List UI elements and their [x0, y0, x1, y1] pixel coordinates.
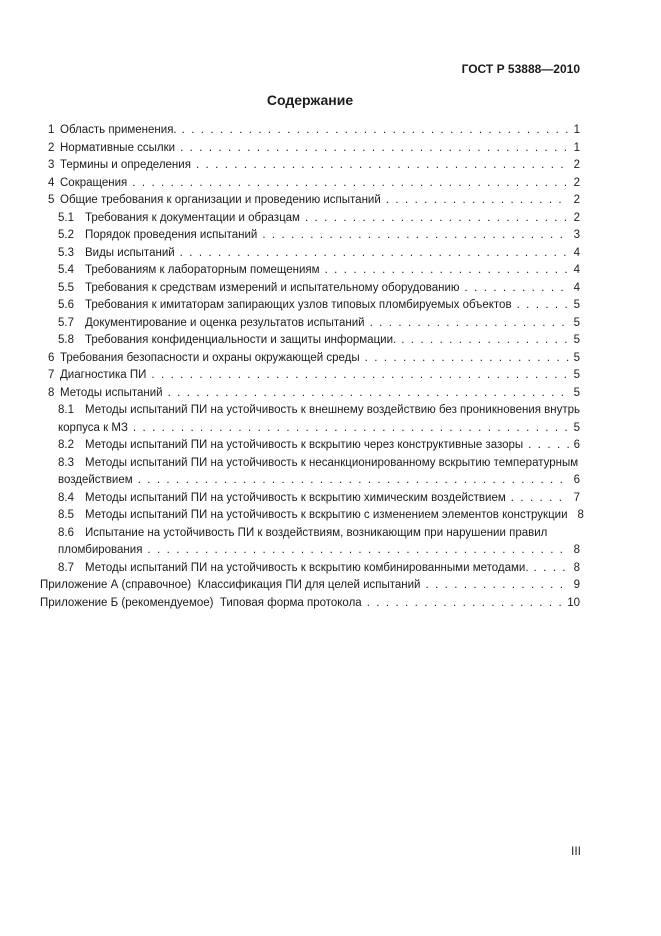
- dot-leader: [386, 192, 569, 210]
- toc-entry: [40, 157, 580, 175]
- toc-entry-page: 1: [573, 124, 580, 136]
- toc-entry: [40, 402, 580, 437]
- toc-entry-line: [48, 157, 580, 175]
- toc-entry-number: 5.2: [58, 229, 74, 241]
- toc-entry-number: 8.5: [58, 509, 74, 521]
- toc-entry-line: [58, 245, 580, 263]
- toc-entry-text: Приложение Б (рекомендуемое) Типовая форма протокола: [40, 596, 362, 609]
- dot-leader: [425, 577, 568, 595]
- toc-entry: [40, 280, 580, 298]
- toc-entry-line: [58, 560, 580, 578]
- toc-entry-page: 5: [573, 386, 580, 399]
- toc-entry-page: 6: [573, 474, 580, 486]
- toc-entry-line: [58, 507, 584, 525]
- dot-leader: [465, 280, 569, 298]
- toc-entry-text: Требования к средствам измерений и испытательному оборудованию: [85, 281, 460, 294]
- toc-entry-page: 7: [573, 491, 580, 504]
- dot-leader: [534, 560, 569, 578]
- toc-entry-number: 8.2: [58, 439, 74, 451]
- toc-entry: [40, 122, 580, 140]
- toc-entry-page: 6: [573, 439, 580, 451]
- toc-entry-line: [58, 402, 580, 420]
- toc-entry-number: 3: [48, 159, 55, 171]
- toc-entry-page: 5: [573, 299, 580, 311]
- toc-entry-line: [58, 455, 580, 473]
- toc-entry-text: Методы испытаний ПИ на устойчивость к внешнему воздействию без проникновения внутрь: [85, 404, 581, 416]
- toc-entry: [40, 560, 580, 578]
- toc-entry-number: 5: [48, 194, 55, 206]
- toc-entry-line: [58, 280, 580, 298]
- dot-leader: [370, 315, 569, 333]
- toc-entry-text: Методы испытаний: [60, 386, 163, 399]
- toc-entry: [40, 315, 580, 333]
- toc-entry: [40, 297, 580, 315]
- dot-leader: [401, 332, 568, 350]
- toc-entry: [40, 437, 580, 455]
- dot-leader: [325, 262, 569, 280]
- toc-entry: [40, 227, 580, 245]
- dot-leader: [528, 437, 568, 455]
- toc-entry-page: 2: [573, 176, 580, 189]
- toc-entry-text: пломбирования: [58, 544, 143, 556]
- toc-entry-line: [58, 227, 580, 245]
- toc-entry-text: Требования к имитаторам запирающих узлов типовых пломбируемых объектов: [85, 299, 512, 311]
- toc-entry-number: 1: [48, 124, 55, 136]
- toc-entry-line: [58, 472, 580, 490]
- toc-entry: [40, 507, 584, 525]
- toc-entry-line: [48, 367, 580, 385]
- toc-entry-line: [58, 525, 580, 543]
- dot-leader: [132, 175, 568, 193]
- toc-entry-page: 3: [573, 229, 580, 241]
- toc-entry-text: Требования к документации и образцам: [85, 211, 300, 224]
- toc-entry: [40, 595, 580, 613]
- toc-entry-line: [58, 297, 580, 315]
- toc-entry-text: Методы испытаний ПИ на устойчивость к вскрытию химическим воздействием: [85, 491, 506, 504]
- toc-entry-number: 7: [48, 369, 55, 381]
- toc-entry-text: Требования конфиденциальности и защиты информации.: [85, 334, 397, 346]
- toc-entry-number: 6: [48, 351, 55, 364]
- toc-entry-text: Область применения.: [60, 124, 177, 136]
- toc-entry-text: Методы испытаний ПИ на устойчивость к вскрытию с изменением элементов конструкции: [85, 509, 568, 521]
- toc-entry-line: [48, 140, 580, 158]
- page-title: Содержание: [266, 92, 354, 108]
- toc-entry-text: Испытание на устойчивость ПИ к воздействиям, возникающим при нарушении правил: [85, 526, 548, 539]
- dot-leader: [180, 245, 569, 263]
- toc-entry: [40, 490, 580, 508]
- toc-entry-number: 5.7: [58, 316, 74, 329]
- toc-entry-number: 5.3: [58, 246, 74, 259]
- toc-entry-page: 4: [573, 246, 580, 259]
- toc-entry: [40, 140, 580, 158]
- toc-entry-page: 5: [573, 369, 580, 381]
- toc-entry: [40, 455, 580, 490]
- toc-entry-number: 8.3: [58, 456, 74, 469]
- dot-leader: [305, 210, 569, 228]
- toc-entry-page: 5: [573, 351, 580, 364]
- toc-entry-number: 2: [48, 141, 55, 154]
- toc-entry: [40, 175, 580, 193]
- dot-leader: [180, 140, 569, 158]
- dot-leader: [133, 420, 569, 438]
- dot-leader: [196, 157, 569, 175]
- dot-leader: [168, 385, 569, 403]
- toc-entry-page: 9: [573, 579, 580, 591]
- toc-entry-line: [58, 437, 580, 455]
- toc-entry-number: 8.7: [58, 561, 74, 574]
- toc-entry-line: [48, 122, 580, 140]
- toc-entry-line: [48, 350, 580, 368]
- dot-leader: [151, 367, 568, 385]
- toc-entry-number: 8.6: [58, 526, 74, 539]
- toc-entry-page: 10: [567, 596, 580, 609]
- toc-entry-text: Приложение А (справочное) Классификация ПИ для целей испытаний: [40, 579, 421, 591]
- toc-entry-text: Диагностика ПИ: [60, 369, 147, 381]
- toc-entry-page: 4: [573, 264, 580, 276]
- toc-entry: [40, 332, 580, 350]
- dot-leader: [262, 227, 568, 245]
- toc-entry-page: 1: [573, 141, 580, 154]
- toc-entry: [40, 262, 580, 280]
- toc-entry-text: Требованиям к лабораторным помещениям: [85, 264, 320, 276]
- dot-leader: [147, 542, 568, 560]
- toc-entry-line: [58, 332, 580, 350]
- toc-entry: [40, 577, 580, 595]
- toc-entry-text: Нормативные ссылки: [60, 141, 176, 154]
- toc-entry-text: корпуса к МЗ: [58, 421, 128, 434]
- toc-entry: [40, 350, 580, 368]
- toc-entry-text: Сокращения: [60, 176, 128, 189]
- toc-entry-text: Требования безопасности и охраны окружающей среды: [60, 351, 360, 364]
- toc-entry-number: 8.1: [58, 404, 74, 416]
- toc-entry-page: 4: [573, 281, 580, 294]
- toc-entry-page: 2: [573, 159, 580, 171]
- toc-entry: [40, 245, 580, 263]
- toc-entry-line: [48, 385, 580, 403]
- doc-code: ГОСТ Р 53888—2010: [461, 62, 580, 76]
- toc-entry-line: [48, 175, 580, 193]
- dot-leader: [182, 122, 569, 140]
- toc-entry-page: 5: [573, 334, 580, 346]
- toc-entry-text: Термины и определения: [60, 159, 191, 171]
- toc-entry-number: 4: [48, 176, 55, 189]
- toc-entry-line: [40, 577, 580, 595]
- page-number: III: [570, 844, 581, 858]
- toc-entry-number: 8.4: [58, 491, 74, 504]
- toc-entry-line: [58, 315, 580, 333]
- toc-entry-line: [58, 210, 580, 228]
- dot-leader: [511, 490, 569, 508]
- dot-leader: [367, 595, 563, 613]
- toc-entry-page: 8: [577, 509, 584, 521]
- toc-entry-line: [58, 542, 580, 560]
- toc-entry: [40, 385, 580, 403]
- dot-leader: [138, 472, 569, 490]
- dot-leader: [365, 350, 569, 368]
- toc-entry: [40, 210, 580, 228]
- toc-entry-text: Методы испытаний ПИ на устойчивость к несанкционированному вскрытию температурным: [85, 456, 579, 469]
- dot-leader: [517, 297, 569, 315]
- toc-entry-number: 8: [48, 386, 55, 399]
- toc-entry-number: 5.6: [58, 299, 74, 311]
- toc-entry-page: 5: [573, 316, 580, 329]
- toc-entry: [40, 192, 580, 210]
- toc-entry-text: воздействием: [58, 474, 133, 486]
- toc-entry-text: Виды испытаний: [85, 246, 175, 259]
- toc-entry-number: 5.4: [58, 264, 74, 276]
- toc-entry-text: Документирование и оценка результатов испытаний: [85, 316, 365, 329]
- toc-entry-page: 5: [573, 421, 580, 434]
- toc-entry-page: 8: [573, 544, 580, 556]
- table-of-contents: [40, 122, 584, 612]
- toc-entry-line: [58, 420, 580, 438]
- toc-entry-text: Общие требования к организации и проведению испытаний: [60, 194, 381, 206]
- toc-entry-page: 2: [573, 211, 580, 224]
- toc-entry-line: [48, 192, 580, 210]
- toc-entry-line: [58, 262, 580, 280]
- toc-entry: [40, 525, 580, 560]
- toc-entry-text: Методы испытаний ПИ на устойчивость к вскрытию через конструктивные зазоры: [85, 439, 524, 451]
- toc-entry-line: [40, 595, 580, 613]
- toc-entry-page: 8: [573, 561, 580, 574]
- toc-entry-line: [58, 490, 580, 508]
- toc-entry-text: Методы испытаний ПИ на устойчивость к вскрытию комбинированными методами.: [85, 561, 529, 574]
- toc-entry-page: 2: [573, 194, 580, 206]
- toc-entry-text: Порядок проведения испытаний: [85, 229, 258, 241]
- toc-entry-number: 5.8: [58, 334, 74, 346]
- toc-entry: [40, 367, 580, 385]
- toc-entry-number: 5.5: [58, 281, 74, 294]
- toc-entry-number: 5.1: [58, 211, 74, 224]
